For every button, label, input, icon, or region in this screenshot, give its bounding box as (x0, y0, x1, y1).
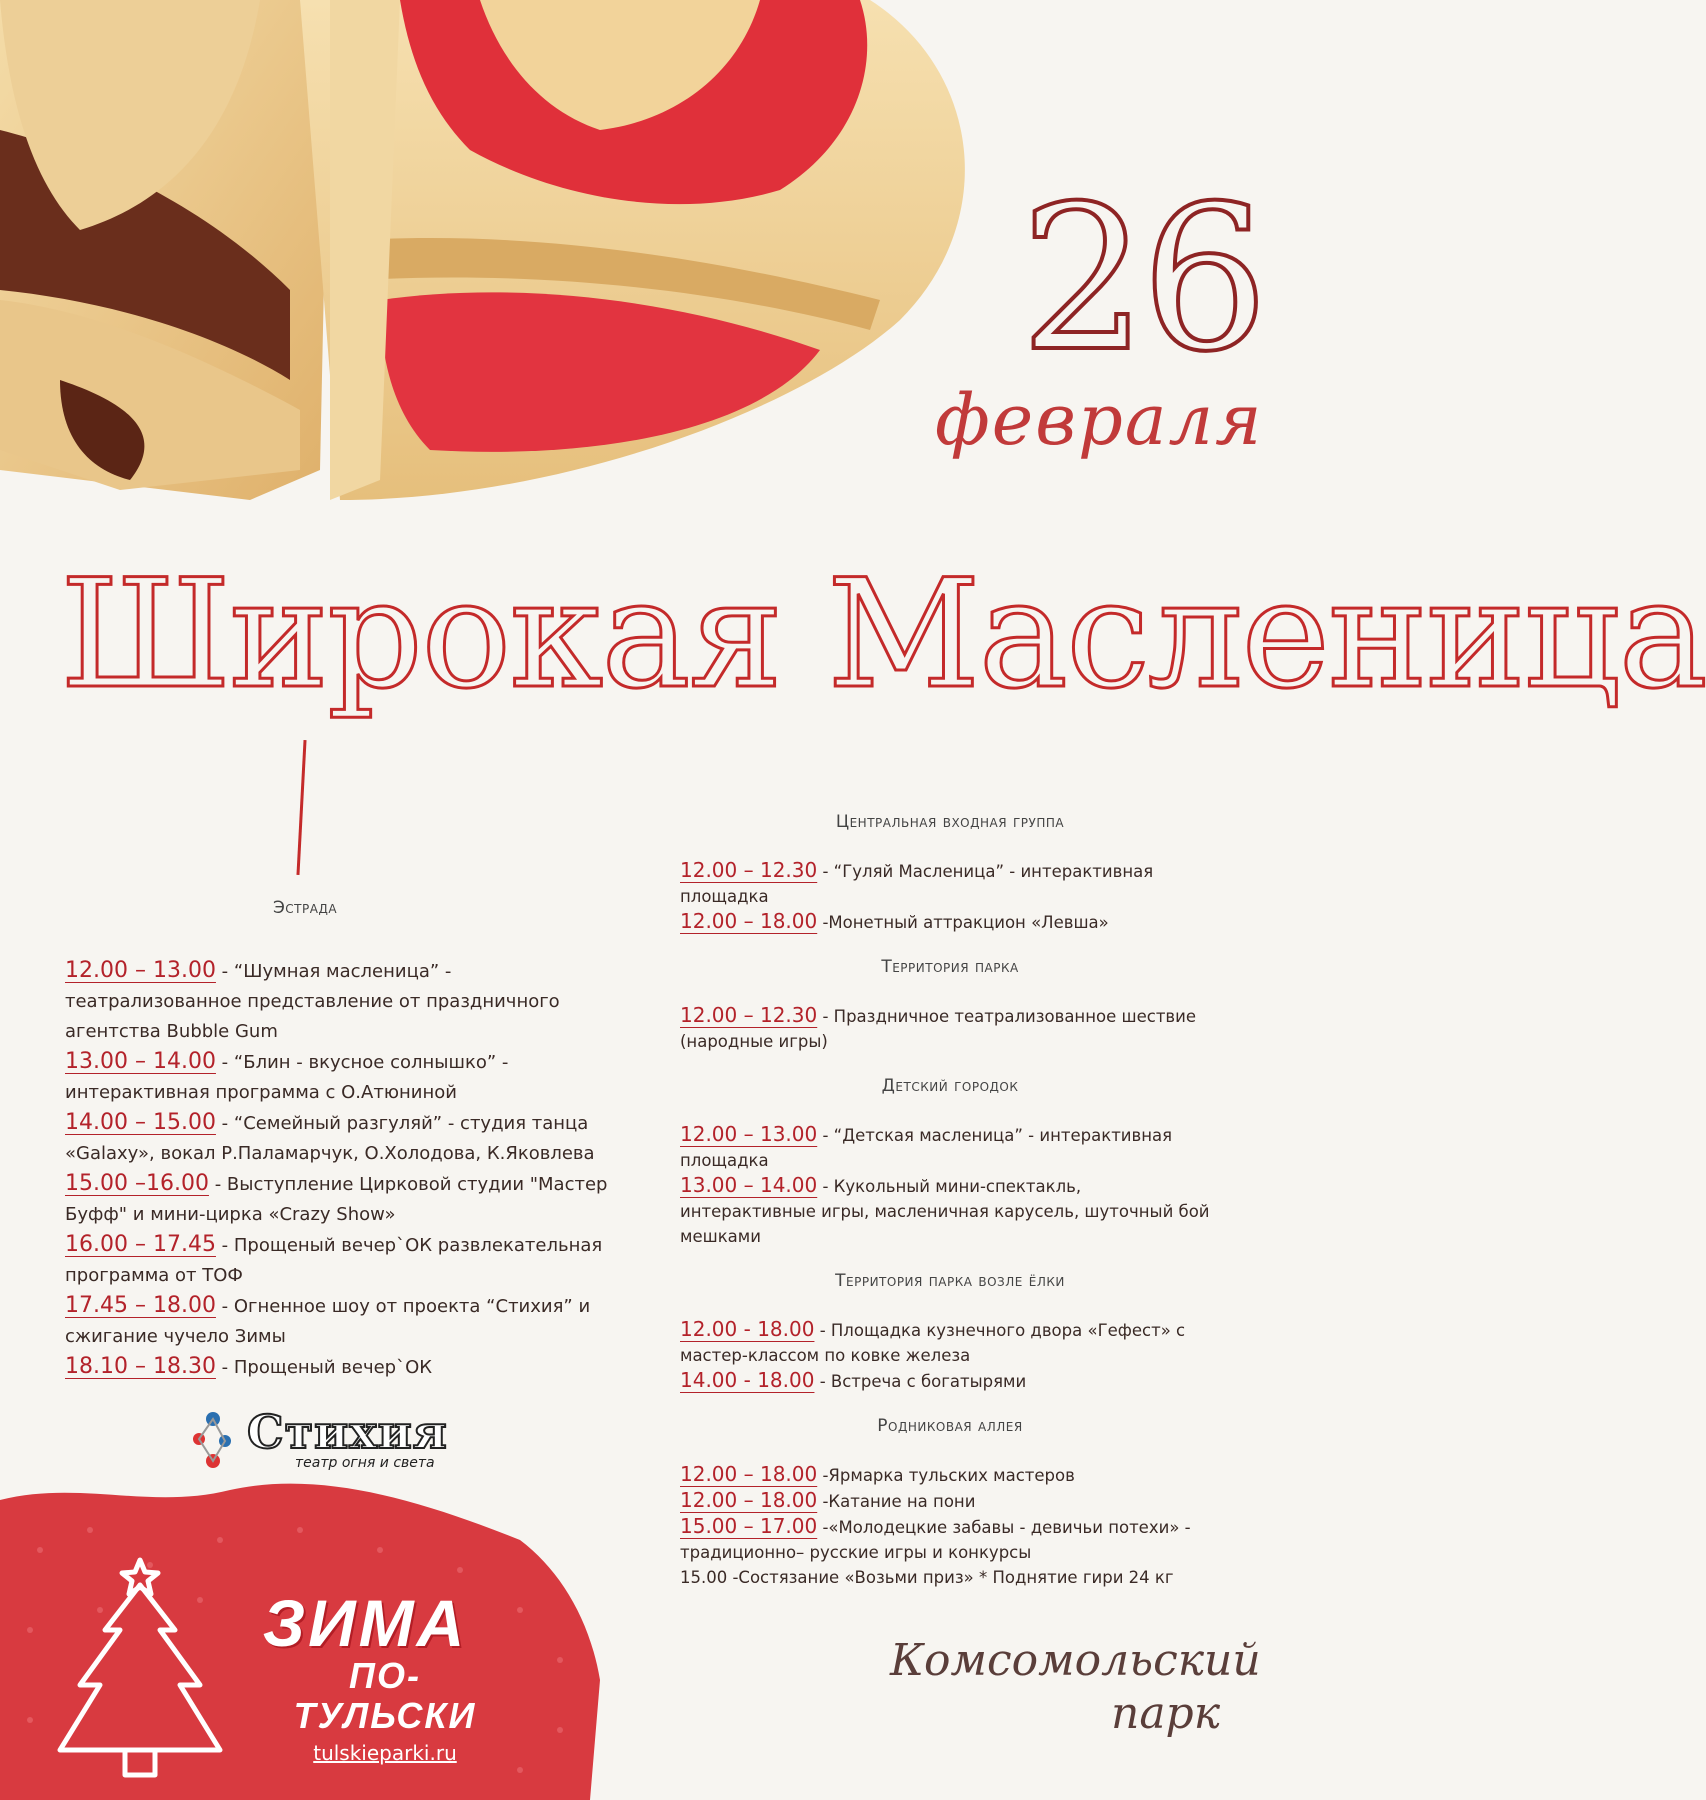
item-time: 14.00 - 18.00 (680, 1368, 815, 1392)
item-time: 12.00 – 12.30 (680, 1003, 818, 1027)
schedule-item (680, 1368, 1220, 1394)
winter-subtitle: ПО-ТУЛЬСКИ (293, 1655, 477, 1736)
winter-brand (220, 1586, 510, 1766)
schedule-section (680, 812, 1220, 935)
section-title: Эстрада (272, 898, 338, 918)
item-text: - “Детская масленица” - интерактивная площадка (680, 1126, 1173, 1170)
schedule-item (680, 1003, 1220, 1054)
stage-schedule (65, 898, 625, 1383)
date-month: февраля (935, 379, 1264, 461)
schedule-item (680, 1514, 1220, 1565)
website-link[interactable]: tulskieparki.ru (313, 1741, 457, 1766)
section-title: Родниковая аллея (877, 1416, 1023, 1436)
pancake-image (0, 0, 1010, 530)
section-title: Территория парка (881, 957, 1019, 977)
schedule-section (680, 1271, 1220, 1394)
item-time: 12.00 – 18.00 (680, 1462, 818, 1486)
item-time: 12.00 – 13.00 (680, 1122, 818, 1146)
schedule-item (65, 1169, 625, 1230)
item-text: - Выступление Цирковой студии "Мастер Буфф" и мини-цирка «Crazy Show» (65, 1174, 608, 1225)
section-title: Центральная входная группа (835, 812, 1065, 832)
winter-title: ЗИМА (262, 1586, 468, 1660)
schedule-item (680, 1565, 1220, 1590)
item-time: 18.10 – 18.30 (65, 1354, 216, 1379)
item-text: -Ярмарка тульских мастеров (817, 1466, 1075, 1485)
stikhiya-name: Стихия (247, 1405, 448, 1459)
stikhiya-logo (185, 1405, 485, 1475)
item-time: 13.00 – 14.00 (680, 1173, 818, 1197)
page-title: Широкая Масленица (60, 548, 1706, 722)
park-schedule (680, 812, 1220, 1612)
schedule-section (680, 1416, 1220, 1590)
park-name (890, 1635, 1261, 1741)
schedule-item (680, 1462, 1220, 1488)
item-text: - Кукольный мини-спектакль, интерактивные игры, масленичная карусель, шуточный бой мешками (680, 1177, 1210, 1246)
schedule-item (680, 909, 1220, 935)
schedule-item (65, 1291, 625, 1352)
item-time: 12.00 – 13.00 (65, 958, 216, 983)
item-time: 12.00 – 18.00 (680, 1488, 818, 1512)
fire-dancer-icon (185, 1405, 241, 1475)
item-text: - Прощеный вечер`ОК (215, 1357, 433, 1378)
title-flourish (296, 740, 306, 875)
section-title: Территория парка возле ёлки (835, 1271, 1065, 1291)
date-day: 26 (1020, 163, 1263, 396)
schedule-item (680, 1317, 1220, 1368)
schedule-item (680, 1173, 1220, 1249)
item-time: 12.00 - 18.00 (680, 1317, 815, 1341)
item-text: -Катание на пони (817, 1492, 976, 1511)
item-text: - Встреча с богатырями (814, 1372, 1027, 1391)
schedule-item (65, 1108, 625, 1169)
schedule-item (680, 858, 1220, 909)
schedule-item (65, 1047, 625, 1108)
item-text: -«Молодецкие забавы - девичьи потехи» - традиционно– русские игры и конкурсы (680, 1518, 1191, 1562)
park-name-line2: парк (1110, 1687, 1220, 1739)
item-text: - “Семейный разгуляй” - студия танца «Galaxy», вокал Р.Паламарчук, О.Холодова, К.Яковлева (65, 1113, 595, 1164)
schedule-item (65, 1352, 625, 1383)
item-text: - “Блин - вкусное солнышко” - интерактивная программа с О.Атюниной (65, 1052, 509, 1103)
item-time: 12.00 – 18.00 (680, 909, 818, 933)
item-time: 14.00 – 15.00 (65, 1110, 216, 1135)
item-time: 16.00 – 17.45 (65, 1232, 216, 1257)
schedule-item (65, 1230, 625, 1291)
item-time: 15.00 –16.00 (65, 1171, 209, 1196)
schedule-item (680, 1122, 1220, 1173)
item-time: 15.00 – 17.00 (680, 1514, 818, 1538)
item-text: - Праздничное театрализованное шествие (народные игры) (680, 1007, 1197, 1051)
schedule-section (680, 957, 1220, 1054)
item-time: 17.45 – 18.00 (65, 1293, 216, 1318)
park-name-line1: Комсомольский (890, 1635, 1261, 1686)
item-text: - “Шумная масленица” - театрализованное представление от праздничного агентства Bubble Gum (65, 961, 560, 1042)
stikhiya-subtitle: театр огня и света (295, 1455, 435, 1471)
schedule-item (680, 1488, 1220, 1514)
item-text: -Монетный аттракцион «Левша» (817, 913, 1109, 932)
item-time: 12.00 – 12.30 (680, 858, 818, 882)
item-text: 15.00 -Состязание «Возьми приз» * Поднятие гири 24 кг (680, 1568, 1174, 1587)
item-text: - “Гуляй Масленица” - интерактивная площадка (680, 862, 1154, 906)
item-time: 13.00 – 14.00 (65, 1049, 216, 1074)
section-title: Детский городок (881, 1076, 1019, 1096)
schedule-item (65, 956, 625, 1047)
item-text: - Прощеный вечер`ОК развлекательная программа от ТОФ (65, 1235, 603, 1286)
item-text: - Огненное шоу от проекта “Стихия” и сжигание чучело Зимы (65, 1296, 591, 1347)
item-text: - Площадка кузнечного двора «Гефест» с мастер-классом по ковке железа (680, 1321, 1186, 1365)
schedule-section (680, 1076, 1220, 1249)
